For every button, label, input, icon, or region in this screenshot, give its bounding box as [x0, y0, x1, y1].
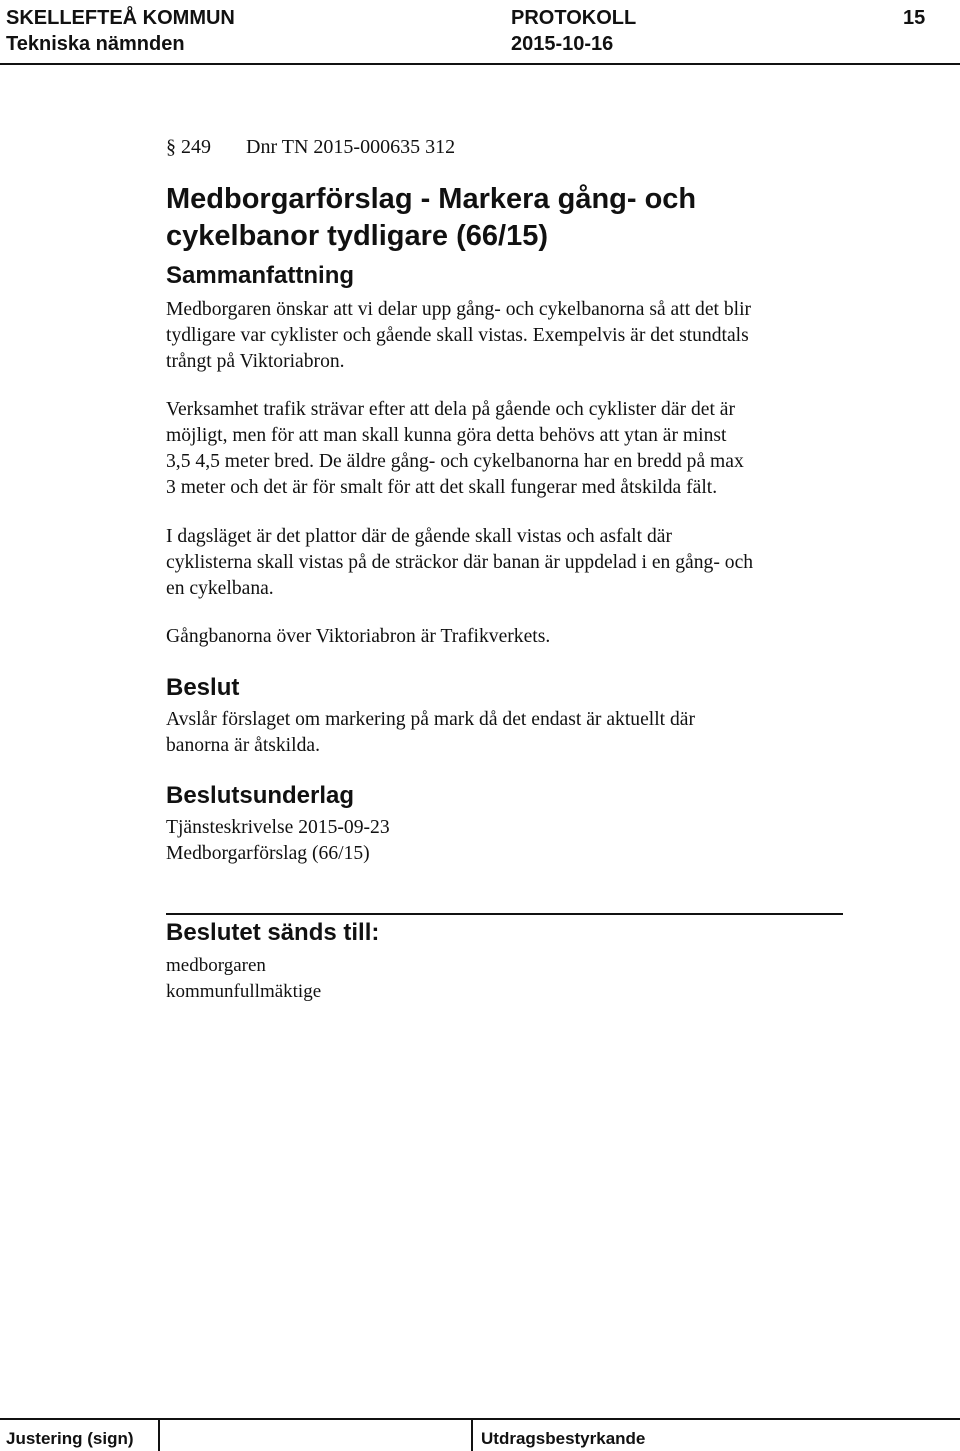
paragraph-number — [166, 134, 246, 160]
decision-basis-heading: Beslutsunderlag — [166, 782, 355, 809]
decision-heading: Beslut — [166, 674, 240, 701]
footer-column-divider — [471, 1420, 473, 1451]
paragraph-sign: § — [166, 136, 176, 158]
text-line: Verksamhet trafik strävar efter att dela på gående och cyklister där det är — [166, 399, 736, 420]
text-line: Avslår förslaget om markering på mark då det endast är aktuellt där — [166, 709, 696, 730]
text-line: trångt på Viktoriabron. — [166, 351, 345, 372]
document-type: PROTOKOLL — [511, 7, 637, 29]
footer-column-divider — [158, 1420, 160, 1451]
justification-label: Justering (sign) — [6, 1429, 134, 1448]
text-line: en cykelbana. — [166, 578, 274, 599]
text-line: möjligt, men för att man skall kunna göra detta behövs att ytan är minst — [166, 425, 727, 446]
case-diary-number: Dnr TN 2015-000635 312 — [246, 136, 456, 158]
committee-name: Tekniska nämnden — [6, 33, 185, 55]
extract-certification-label: Utdragsbestyrkande — [481, 1429, 646, 1448]
summary-paragraph — [166, 297, 866, 375]
page-number: 15 — [903, 7, 926, 29]
summary-paragraph — [166, 624, 866, 650]
footer-divider — [0, 1418, 960, 1420]
distribution-list — [166, 953, 866, 1005]
case-reference-line — [166, 134, 455, 160]
title-line: Medborgarförslag - Markera gång- och — [166, 183, 697, 215]
text-line: 3 meter och det är för smalt för att det skall fungerar med åtskilda fält. — [166, 477, 718, 498]
text-line: Gångbanorna över Viktoriabron är Trafikverkets. — [166, 626, 551, 647]
decision-text — [166, 707, 866, 759]
header-divider — [0, 63, 960, 65]
case-number: 249 — [181, 136, 211, 158]
text-line: tydligare var cyklister och gående skall vistas. Exempelvis är det stundtals — [166, 325, 749, 346]
summary-paragraph — [166, 524, 866, 602]
section-divider — [166, 913, 843, 915]
distribution-heading: Beslutet sänds till: — [166, 919, 380, 946]
summary-heading: Sammanfattning — [166, 262, 355, 289]
summary-paragraph — [166, 397, 866, 501]
text-line: banorna är åtskilda. — [166, 735, 320, 756]
text-line: I dagsläget är det plattor där de gående skall vistas och asfalt där — [166, 526, 672, 547]
list-item: kommunfullmäktige — [166, 981, 322, 1002]
meeting-date: 2015-10-16 — [511, 33, 614, 55]
text-line: Medborgaren önskar att vi delar upp gång- och cykelbanorna så att det blir — [166, 299, 752, 320]
text-line: cyklisterna skall vistas på de sträckor där banan är uppdelad i en gång- och — [166, 552, 754, 573]
list-item: medborgaren — [166, 955, 266, 976]
list-item: Tjänsteskrivelse 2015-09-23 — [166, 817, 390, 838]
decision-basis-list — [166, 815, 866, 867]
list-item: Medborgarförslag (66/15) — [166, 843, 370, 864]
text-line: 3,5 4,5 meter bred. De äldre gång- och cykelbanorna har en bredd på max — [166, 451, 744, 472]
organization-name: SKELLEFTEÅ KOMMUN — [6, 7, 235, 29]
page-title — [166, 181, 906, 255]
title-line: cykelbanor tydligare (66/15) — [166, 220, 548, 252]
